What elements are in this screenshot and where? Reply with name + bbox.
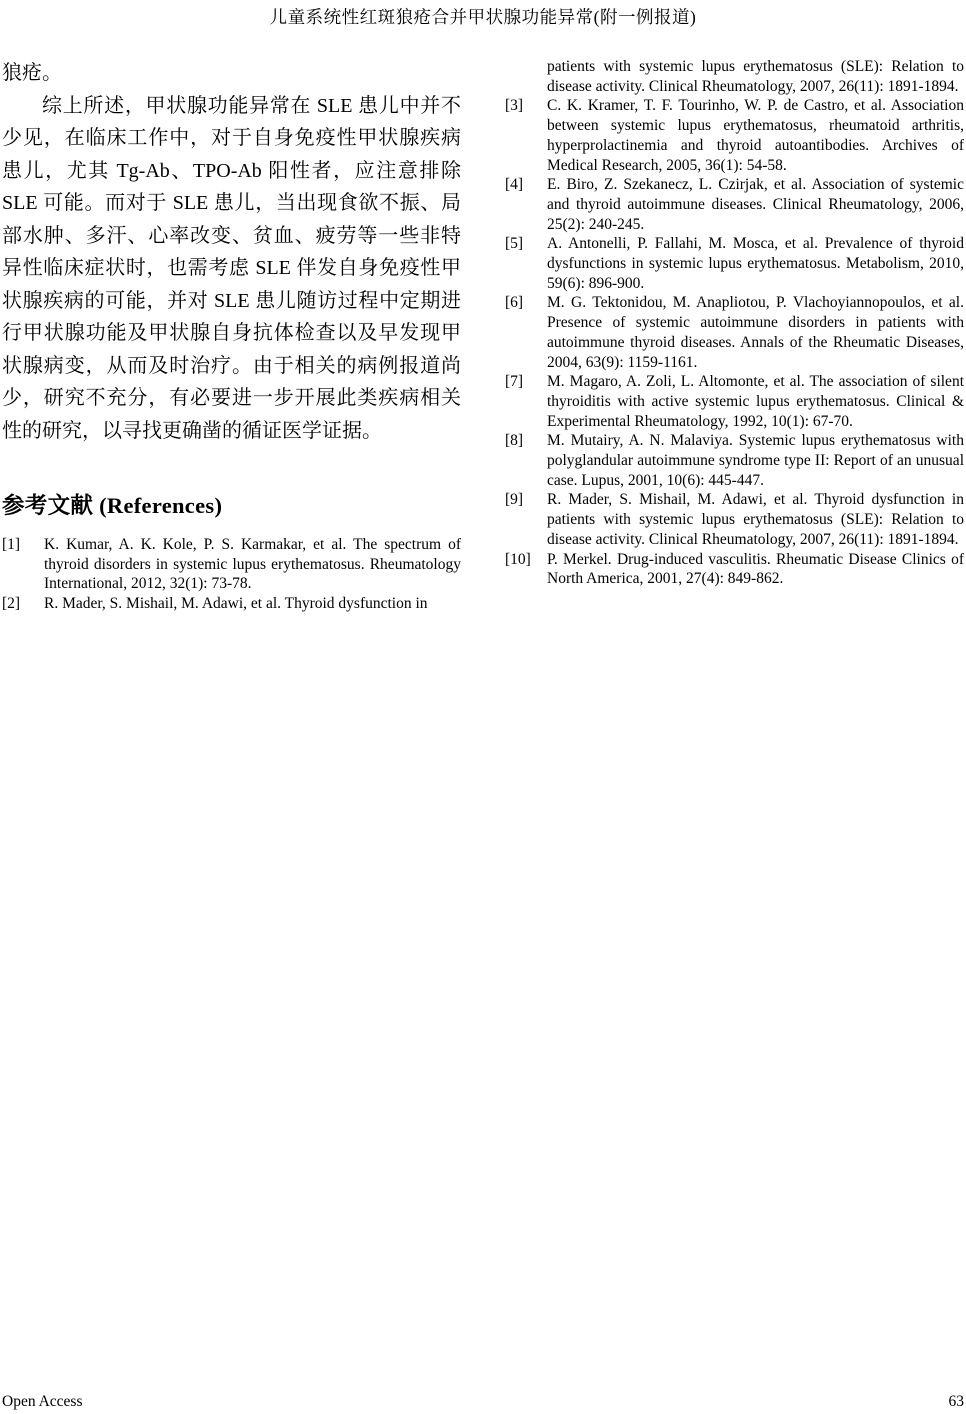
reference-number: [8]: [505, 432, 524, 450]
reference-continuation: patients with systemic lupus erythematosus (SLE): Relation to disease activity. Clinical Rheumatology, 2007, 26(11): 1891-1894.: [547, 58, 964, 95]
references-list-right: [505, 96, 964, 589]
left-column: [2, 57, 461, 614]
reference-number: [6]: [505, 294, 524, 312]
reference-number: [9]: [505, 491, 524, 509]
reference-text: M. Mutairy, A. N. Malaviya. Systemic lupus erythematosus with polyglandular autoimmune syndrome type II: Report of an unusual case. Lupus, 2001, 10(6): 445-447.: [547, 432, 964, 489]
reference-text: E. Biro, Z. Szekanecz, L. Czirjak, et al. Association of systemic and thyroid autoimmune diseases. Clinical Rheumatology, 2006, 25(2): 240-245.: [547, 176, 964, 233]
page-footer: [2, 1393, 964, 1411]
reference-number: [7]: [505, 373, 524, 391]
reference-item: [2, 594, 461, 614]
right-column: [505, 57, 964, 589]
page-title: 儿童系统性红斑狼疮合并甲状腺功能异常(附一例报道): [269, 7, 697, 27]
reference-item: [505, 490, 964, 549]
reference-item: [505, 175, 964, 234]
reference-number: [4]: [505, 176, 524, 194]
footer-page-number: 63: [948, 1393, 964, 1410]
summary-paragraph: 综上所述，甲状腺功能异常在 SLE 患儿中并不少见，在临床工作中，对于自身免疫性甲状腺疾病患儿，尤其 Tg-Ab、TPO-Ab 阳性者，应注意排除 SLE 可能。而对于 SLE 患儿，当出现食欲不振、局部水肿、多汗、心率改变、贫血、疲劳等一些非特异性临床症状时，也需考虑 SLE 伴发自身免疫性甲状腺疾病的可能，并对 SLE 患儿随访过程中定期进行甲状腺功能及甲状腺自身抗体检查以及早发现甲状腺病变，从而及时治疗。由于相关的病例报道尚少，研究不充分，有必要进一步开展此类疾病相关性的研究，以寻找更确凿的循证医学证据。: [2, 94, 461, 442]
reference-text: M. Magaro, A. Zoli, L. Altomonte, et al. The association of silent thyroiditis with active systemic lupus erythematosus. Clinical & Experimental Rheumatology, 1992, 10(1): 67-70.: [547, 373, 964, 430]
reference-text: M. G. Tektonidou, M. Anapliotou, P. Vlachoyiannopoulos, et al. Presence of systemic autoimmune disorders in patients with autoimmune thyroid diseases. Annals of the Rheumatic Diseases, 2004, 63(9): 1159-1161.: [547, 294, 964, 371]
reference-text: R. Mader, S. Mishail, M. Adawi, et al. Thyroid dysfunction in patients with systemic lupus erythematosus (SLE): Relation to disease activity. Clinical Rheumatology, 2007, 26(11): 1891-1894.: [547, 491, 964, 548]
reference-item: [505, 96, 964, 175]
reference-item: [505, 293, 964, 372]
reference-text: R. Mader, S. Mishail, M. Adawi, et al. Thyroid dysfunction in: [44, 595, 428, 613]
reference-item: [505, 431, 964, 490]
reference-number: [5]: [505, 235, 524, 253]
reference-item: [505, 372, 964, 431]
reference-number: [1]: [2, 536, 21, 553]
reference-number: [2]: [2, 595, 21, 613]
reference-number: [3]: [505, 97, 524, 115]
reference-item: [2, 535, 461, 594]
reference-text: P. Merkel. Drug-induced vasculitis. Rheumatic Disease Clinics of North America, 2001, 27(4): 849-862.: [547, 550, 964, 588]
footer-open-access: Open Access: [2, 1393, 83, 1410]
reference-number: [10]: [505, 550, 531, 568]
reference-item: [505, 234, 964, 293]
reference-text: K. Kumar, A. K. Kole, P. S. Karmakar, et al. The spectrum of thyroid disorders in systemic lupus erythematosus. Rheumatology International, 2012, 32(1): 73-78.: [44, 536, 461, 593]
reference-text: A. Antonelli, P. Fallahi, M. Mosca, et al. Prevalence of thyroid dysfunctions in systemic lupus erythematosus. Metabolism, 2010, 59(6): 896-900.: [547, 235, 964, 292]
paragraph-continuation: 狼疮。: [2, 62, 62, 84]
references-heading: 参考文献 (References): [2, 493, 223, 518]
reference-item: [505, 550, 964, 589]
reference-text: C. K. Kramer, T. F. Tourinho, W. P. de Castro, et al. Association between systemic lupus erythematosus, rheumatoid arthritis, hyperprolactinemia and thyroid autoantibodies. Archives of Medical Research, 2005, 36(1): 54-58.: [547, 97, 964, 174]
references-list-left: [2, 535, 461, 614]
